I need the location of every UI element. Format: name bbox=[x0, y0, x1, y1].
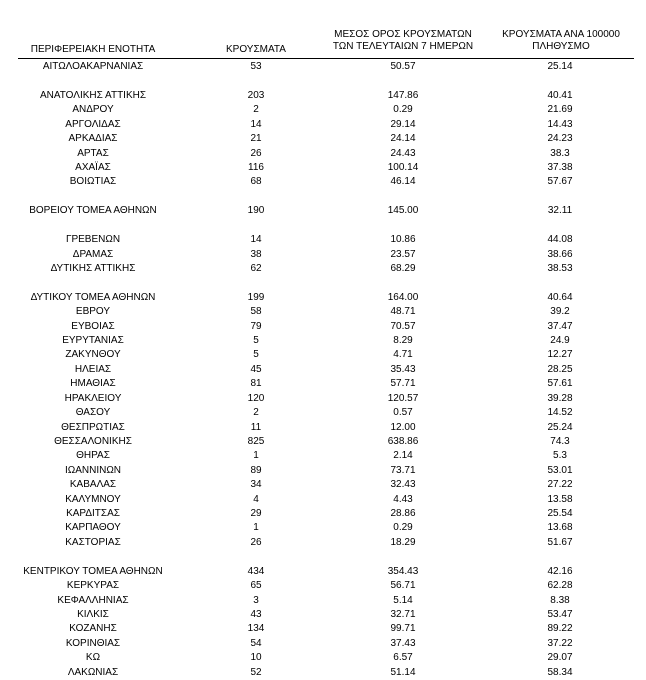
cell-avg-7day: 70.57 bbox=[390, 320, 416, 332]
cell-region-name: ΚΕΝΤΡΙΚΟΥ ΤΟΜΕΑ ΑΘΗΝΩΝ bbox=[23, 565, 163, 577]
table-row bbox=[0, 593, 646, 608]
cell-avg-7day: 37.43 bbox=[390, 637, 416, 649]
cell-cases: 79 bbox=[250, 320, 262, 332]
cell-avg-7day: 4.71 bbox=[393, 349, 413, 361]
cell-region-name: ΚΟΖΑΝΗΣ bbox=[69, 623, 117, 635]
cell-per-100k: 53.01 bbox=[547, 464, 573, 476]
cell-cases: 53 bbox=[250, 61, 262, 72]
cell-cases: 38 bbox=[250, 248, 262, 260]
cell-per-100k: 25.54 bbox=[547, 508, 573, 519]
cell-avg-7day: 145.00 bbox=[387, 205, 419, 217]
table-row bbox=[0, 665, 646, 680]
cell-region-name: ΑΡΤΑΣ bbox=[77, 147, 109, 159]
table-row bbox=[0, 391, 646, 406]
cell-region-name: ΒΟΡΕΙΟΥ ΤΟΜΕΑ ΑΘΗΝΩΝ bbox=[29, 205, 157, 217]
header-region-unit: ΠΕΡΙΦΕΡΕΙΑΚΗ ΕΝΟΤΗΤΑ bbox=[30, 44, 156, 55]
table-row bbox=[0, 261, 646, 276]
cell-cases: 5 bbox=[253, 335, 259, 346]
cell-avg-7day: 8.29 bbox=[393, 335, 413, 346]
cell-avg-7day: 147.86 bbox=[387, 89, 419, 101]
cell-avg-7day: 32.43 bbox=[390, 479, 416, 491]
cell-per-100k: 37.47 bbox=[547, 320, 573, 332]
table-row bbox=[0, 520, 646, 535]
cell-avg-7day: 23.57 bbox=[390, 248, 416, 260]
cell-region-name: ΚΕΦΑΛΛΗΝΙΑΣ bbox=[57, 594, 129, 606]
cell-avg-7day: 10.86 bbox=[390, 234, 416, 245]
table-row bbox=[0, 621, 646, 636]
cell-per-100k: 37.38 bbox=[547, 161, 573, 173]
table-row bbox=[0, 174, 646, 189]
cell-region-name: ΓΡΕΒΕΝΩΝ bbox=[65, 234, 121, 245]
header-cases: ΚΡΟΥΣΜΑΤΑ bbox=[226, 44, 286, 55]
cell-per-100k: 28.25 bbox=[547, 363, 573, 375]
table-row bbox=[0, 564, 646, 579]
cell-region-name: ΑΙΤΩΛΟΑΚΑΡΝΑΝΙΑΣ bbox=[42, 61, 144, 72]
table-row bbox=[0, 362, 646, 377]
cell-avg-7day: 35.43 bbox=[390, 363, 416, 375]
cell-cases: 14 bbox=[250, 234, 262, 245]
table-row bbox=[0, 506, 646, 521]
table-row bbox=[0, 232, 646, 247]
cell-cases: 65 bbox=[250, 580, 262, 592]
cell-avg-7day: 638.86 bbox=[387, 435, 419, 447]
cell-region-name: ΕΒΡΟΥ bbox=[75, 306, 111, 318]
cell-avg-7day: 354.43 bbox=[387, 565, 419, 577]
cell-avg-7day: 18.29 bbox=[390, 536, 416, 548]
cell-region-name: ΔΥΤΙΚΗΣ ΑΤΤΙΚΗΣ bbox=[50, 262, 136, 274]
cell-cases: 3 bbox=[253, 594, 259, 606]
cell-avg-7day: 4.43 bbox=[393, 493, 413, 505]
cell-cases: 190 bbox=[247, 205, 265, 217]
cell-cases: 62 bbox=[250, 262, 262, 274]
table-row bbox=[0, 376, 646, 391]
cell-region-name: ΑΝΑΤΟΛΙΚΗΣ ΑΤΤΙΚΗΣ bbox=[39, 89, 147, 101]
cell-per-100k: 58.34 bbox=[547, 666, 573, 678]
cell-cases: 89 bbox=[250, 464, 262, 476]
table-row bbox=[0, 636, 646, 651]
cell-per-100k: 14.43 bbox=[547, 118, 573, 130]
table-row bbox=[0, 492, 646, 507]
cell-cases: 54 bbox=[250, 637, 262, 649]
cell-per-100k: 44.08 bbox=[547, 234, 573, 245]
cell-avg-7day: 48.71 bbox=[390, 306, 416, 318]
table-row bbox=[0, 607, 646, 622]
cell-per-100k: 14.52 bbox=[547, 407, 573, 419]
cell-region-name: ΘΗΡΑΣ bbox=[76, 450, 110, 462]
cell-region-name: ΔΥΤΙΚΟΥ ΤΟΜΕΑ ΑΘΗΝΩΝ bbox=[30, 291, 156, 303]
cell-avg-7day: 100.14 bbox=[387, 161, 419, 173]
cell-cases: 68 bbox=[250, 176, 262, 188]
table-row bbox=[0, 420, 646, 435]
cell-per-100k: 74.3 bbox=[550, 435, 570, 447]
cell-per-100k: 38.3 bbox=[550, 147, 570, 159]
cell-cases: 1 bbox=[253, 450, 259, 462]
cell-region-name: ΑΧΑΪΑΣ bbox=[75, 161, 111, 173]
table-row bbox=[0, 131, 646, 146]
cell-per-100k: 29.07 bbox=[547, 652, 573, 664]
cell-cases: 10 bbox=[250, 652, 262, 664]
cell-cases: 2 bbox=[253, 104, 259, 116]
table-row bbox=[0, 463, 646, 478]
cell-per-100k: 40.64 bbox=[547, 291, 573, 303]
cell-per-100k: 27.22 bbox=[547, 479, 573, 491]
cell-region-name: ΘΕΣΣΑΛΟΝΙΚΗΣ bbox=[54, 435, 132, 447]
cell-per-100k: 21.69 bbox=[547, 104, 573, 116]
cell-avg-7day: 120.57 bbox=[387, 392, 419, 404]
cell-avg-7day: 24.43 bbox=[390, 147, 416, 159]
header-7day-average: ΜΕΣΟΣ ΟΡΟΣ ΚΡΟΥΣΜΑΤΩΝ ΤΩΝ ΤΕΛΕΥΤΑΙΩΝ 7 ΗΜΕΡΩΝ bbox=[332, 29, 474, 52]
cell-avg-7day: 0.29 bbox=[393, 522, 413, 534]
cell-cases: 45 bbox=[250, 363, 262, 375]
cell-region-name: ΒΟΙΩΤΙΑΣ bbox=[69, 176, 117, 188]
table-row bbox=[0, 578, 646, 593]
cell-avg-7day: 5.14 bbox=[393, 594, 413, 606]
cell-avg-7day: 56.71 bbox=[390, 580, 416, 592]
cell-cases: 81 bbox=[250, 378, 262, 390]
cell-region-name: ΚΕΡΚΥΡΑΣ bbox=[66, 580, 120, 592]
cell-cases: 1 bbox=[253, 522, 259, 534]
cell-region-name: ΚΟΡΙΝΘΙΑΣ bbox=[65, 637, 121, 649]
cell-avg-7day: 29.14 bbox=[390, 118, 416, 130]
cell-avg-7day: 0.29 bbox=[393, 104, 413, 116]
cell-per-100k: 42.16 bbox=[547, 565, 573, 577]
table-row bbox=[0, 319, 646, 334]
cell-per-100k: 39.28 bbox=[547, 392, 573, 404]
cell-per-100k: 25.24 bbox=[547, 421, 573, 433]
table-row bbox=[0, 203, 646, 218]
cell-cases: 4 bbox=[253, 493, 259, 505]
cell-region-name: ΚΩ bbox=[85, 652, 101, 664]
cell-per-100k: 13.58 bbox=[547, 493, 573, 505]
cell-per-100k: 38.53 bbox=[547, 262, 573, 274]
cell-avg-7day: 32.71 bbox=[390, 609, 416, 620]
cell-region-name: ΕΥΡΥΤΑΝΙΑΣ bbox=[62, 335, 124, 346]
cell-region-name: ΔΡΑΜΑΣ bbox=[72, 248, 114, 260]
cell-region-name: ΚΑΡΠΑΘΟΥ bbox=[65, 522, 121, 534]
cell-region-name: ΕΥΒΟΙΑΣ bbox=[71, 320, 115, 332]
table-row bbox=[0, 146, 646, 161]
cell-per-100k: 53.47 bbox=[547, 609, 573, 620]
cell-avg-7day: 46.14 bbox=[390, 176, 416, 188]
table-row bbox=[0, 59, 646, 74]
table-row bbox=[0, 405, 646, 420]
table-row bbox=[0, 102, 646, 117]
table-row bbox=[0, 347, 646, 362]
table-row bbox=[0, 477, 646, 492]
cell-avg-7day: 6.57 bbox=[393, 652, 413, 664]
cell-avg-7day: 50.57 bbox=[390, 61, 416, 72]
table-row bbox=[0, 535, 646, 550]
cell-region-name: ΗΜΑΘΙΑΣ bbox=[70, 378, 116, 390]
cell-cases: 116 bbox=[248, 161, 264, 173]
cell-cases: 14 bbox=[250, 118, 262, 130]
cell-per-100k: 32.11 bbox=[547, 205, 573, 217]
cell-cases: 434 bbox=[247, 565, 265, 577]
cell-per-100k: 38.66 bbox=[547, 248, 573, 260]
cell-per-100k: 40.41 bbox=[547, 89, 573, 101]
cell-region-name: ΗΛΕΙΑΣ bbox=[74, 363, 112, 375]
cell-cases: 58 bbox=[250, 306, 262, 318]
cell-cases: 43 bbox=[250, 609, 262, 620]
cell-cases: 825 bbox=[247, 435, 265, 447]
cell-per-100k: 89.22 bbox=[547, 623, 573, 635]
cell-per-100k: 5.3 bbox=[553, 450, 567, 462]
cell-per-100k: 13.68 bbox=[547, 522, 573, 534]
cell-avg-7day: 51.14 bbox=[390, 666, 416, 678]
cell-cases: 26 bbox=[250, 147, 262, 159]
cell-region-name: ΛΑΚΩΝΙΑΣ bbox=[67, 666, 119, 678]
cell-region-name: ΑΡΚΑΔΙΑΣ bbox=[68, 133, 118, 145]
cell-cases: 203 bbox=[247, 89, 265, 101]
table-row bbox=[0, 88, 646, 103]
cell-region-name: ΚΑΡΔΙΤΣΑΣ bbox=[66, 508, 120, 519]
table-row bbox=[0, 448, 646, 463]
cell-region-name: ΘΕΣΠΡΩΤΙΑΣ bbox=[61, 421, 125, 433]
cell-per-100k: 57.67 bbox=[547, 176, 573, 188]
cell-per-100k: 24.23 bbox=[547, 133, 573, 145]
cell-cases: 34 bbox=[250, 479, 262, 491]
cell-cases: 11 bbox=[250, 421, 262, 433]
cell-region-name: ΗΡΑΚΛΕΙΟΥ bbox=[64, 392, 122, 404]
cell-per-100k: 25.14 bbox=[547, 61, 573, 72]
cell-cases: 52 bbox=[250, 666, 262, 678]
cell-cases: 134 bbox=[247, 623, 265, 635]
cell-cases: 26 bbox=[250, 536, 262, 548]
cell-avg-7day: 164.00 bbox=[387, 291, 419, 303]
cell-region-name: ΘΑΣΟΥ bbox=[75, 407, 111, 419]
cell-per-100k: 8.38 bbox=[550, 594, 570, 606]
cell-region-name: ΑΡΓΟΛΙΔΑΣ bbox=[65, 118, 121, 130]
header-cases-per-100k: ΚΡΟΥΣΜΑΤΑ ΑΝΑ 100000 ΠΛΗΘΥΣΜΟ bbox=[502, 29, 620, 52]
cell-cases: 29 bbox=[250, 508, 262, 519]
cell-avg-7day: 28.86 bbox=[390, 508, 416, 519]
cell-region-name: ΚΑΒΑΛΑΣ bbox=[69, 479, 117, 491]
cell-region-name: ΚΑΣΤΟΡΙΑΣ bbox=[65, 536, 121, 548]
cell-per-100k: 62.28 bbox=[547, 580, 573, 592]
cell-region-name: ΑΝΔΡΟΥ bbox=[72, 104, 114, 116]
table-row bbox=[0, 117, 646, 132]
table-row bbox=[0, 290, 646, 305]
cell-per-100k: 24.9 bbox=[550, 335, 570, 346]
cell-region-name: ΚΑΛΥΜΝΟΥ bbox=[65, 493, 121, 505]
cell-region-name: ΖΑΚΥΝΘΟΥ bbox=[65, 349, 121, 361]
cell-avg-7day: 99.71 bbox=[390, 623, 416, 635]
cell-per-100k: 12.27 bbox=[547, 349, 573, 361]
cell-cases: 2 bbox=[253, 407, 259, 419]
cell-cases: 5 bbox=[253, 349, 259, 361]
cell-per-100k: 57.61 bbox=[547, 378, 573, 390]
cell-avg-7day: 0.57 bbox=[393, 407, 413, 419]
table-row bbox=[0, 650, 646, 665]
cell-avg-7day: 2.14 bbox=[393, 450, 413, 462]
cell-per-100k: 39.2 bbox=[550, 306, 570, 318]
table-row bbox=[0, 247, 646, 262]
table-row bbox=[0, 333, 646, 348]
table-row bbox=[0, 304, 646, 319]
cell-avg-7day: 68.29 bbox=[390, 262, 416, 274]
cell-per-100k: 51.67 bbox=[547, 536, 573, 548]
cell-per-100k: 37.22 bbox=[547, 637, 573, 649]
table-row bbox=[0, 434, 646, 449]
cell-avg-7day: 57.71 bbox=[390, 378, 416, 390]
cell-region-name: ΙΩΑΝΝΙΝΩΝ bbox=[64, 464, 122, 476]
cell-avg-7day: 24.14 bbox=[390, 133, 416, 145]
cell-cases: 199 bbox=[247, 291, 265, 303]
cell-avg-7day: 73.71 bbox=[390, 464, 416, 476]
cell-cases: 120 bbox=[247, 392, 265, 404]
cell-avg-7day: 12.00 bbox=[390, 421, 416, 433]
cell-cases: 21 bbox=[250, 133, 262, 145]
cell-region-name: ΚΙΛΚΙΣ bbox=[77, 609, 109, 620]
table-row bbox=[0, 160, 646, 175]
